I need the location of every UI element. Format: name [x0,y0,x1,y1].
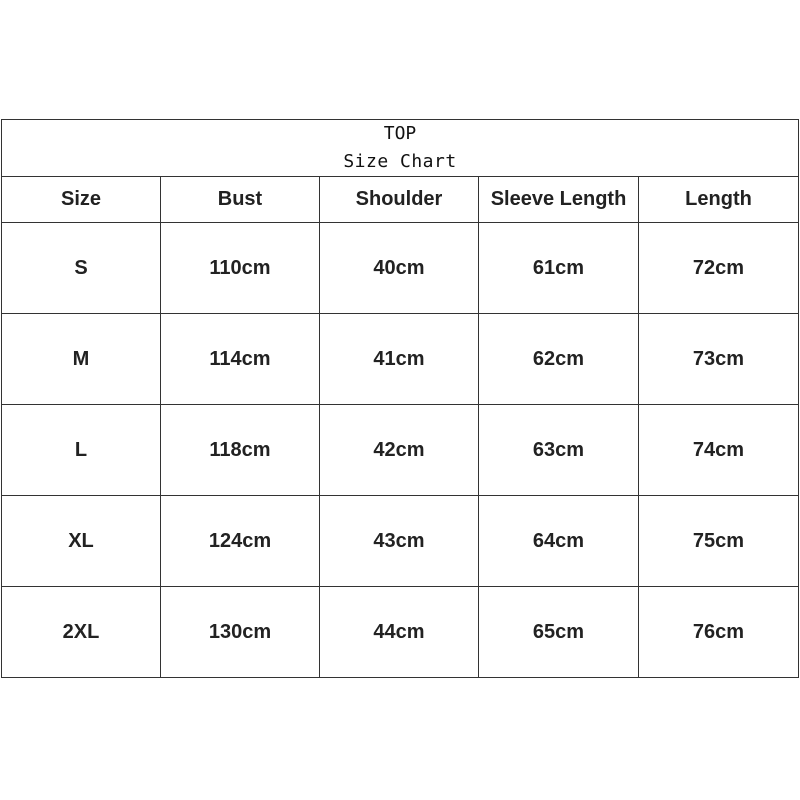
size-cell: 2XL [2,587,161,678]
sleeve-length-cell: 64cm [479,496,639,587]
column-header-bust: Bust [161,177,320,223]
length-cell: 76cm [639,587,799,678]
title-cell [2,120,799,177]
column-header-size: Size [2,177,161,223]
bust-cell: 124cm [161,496,320,587]
title-row [2,120,799,177]
bust-cell: 114cm [161,314,320,405]
bust-cell: 110cm [161,223,320,314]
header-row [2,177,799,223]
chart-title: TOP [383,123,417,144]
shoulder-cell: 40cm [320,223,479,314]
sleeve-length-cell: 63cm [479,405,639,496]
table-row [2,496,799,587]
length-cell: 72cm [639,223,799,314]
size-chart-table [1,119,799,678]
length-cell: 73cm [639,314,799,405]
sleeve-length-cell: 65cm [479,587,639,678]
bust-cell: 130cm [161,587,320,678]
shoulder-cell: 42cm [320,405,479,496]
column-header-length: Length [639,177,799,223]
table-row [2,405,799,496]
shoulder-cell: 44cm [320,587,479,678]
size-cell: M [2,314,161,405]
shoulder-cell: 43cm [320,496,479,587]
size-cell: L [2,405,161,496]
sleeve-length-cell: 62cm [479,314,639,405]
size-cell: XL [2,496,161,587]
length-cell: 74cm [639,405,799,496]
bust-cell: 118cm [161,405,320,496]
chart-subtitle: Size Chart [343,151,457,172]
size-cell: S [2,223,161,314]
table-row [2,314,799,405]
sleeve-length-cell: 61cm [479,223,639,314]
shoulder-cell: 41cm [320,314,479,405]
column-header-sleeve-length: Sleeve Length [479,177,639,223]
table-row [2,223,799,314]
column-header-shoulder: Shoulder [320,177,479,223]
table-row [2,587,799,678]
length-cell: 75cm [639,496,799,587]
